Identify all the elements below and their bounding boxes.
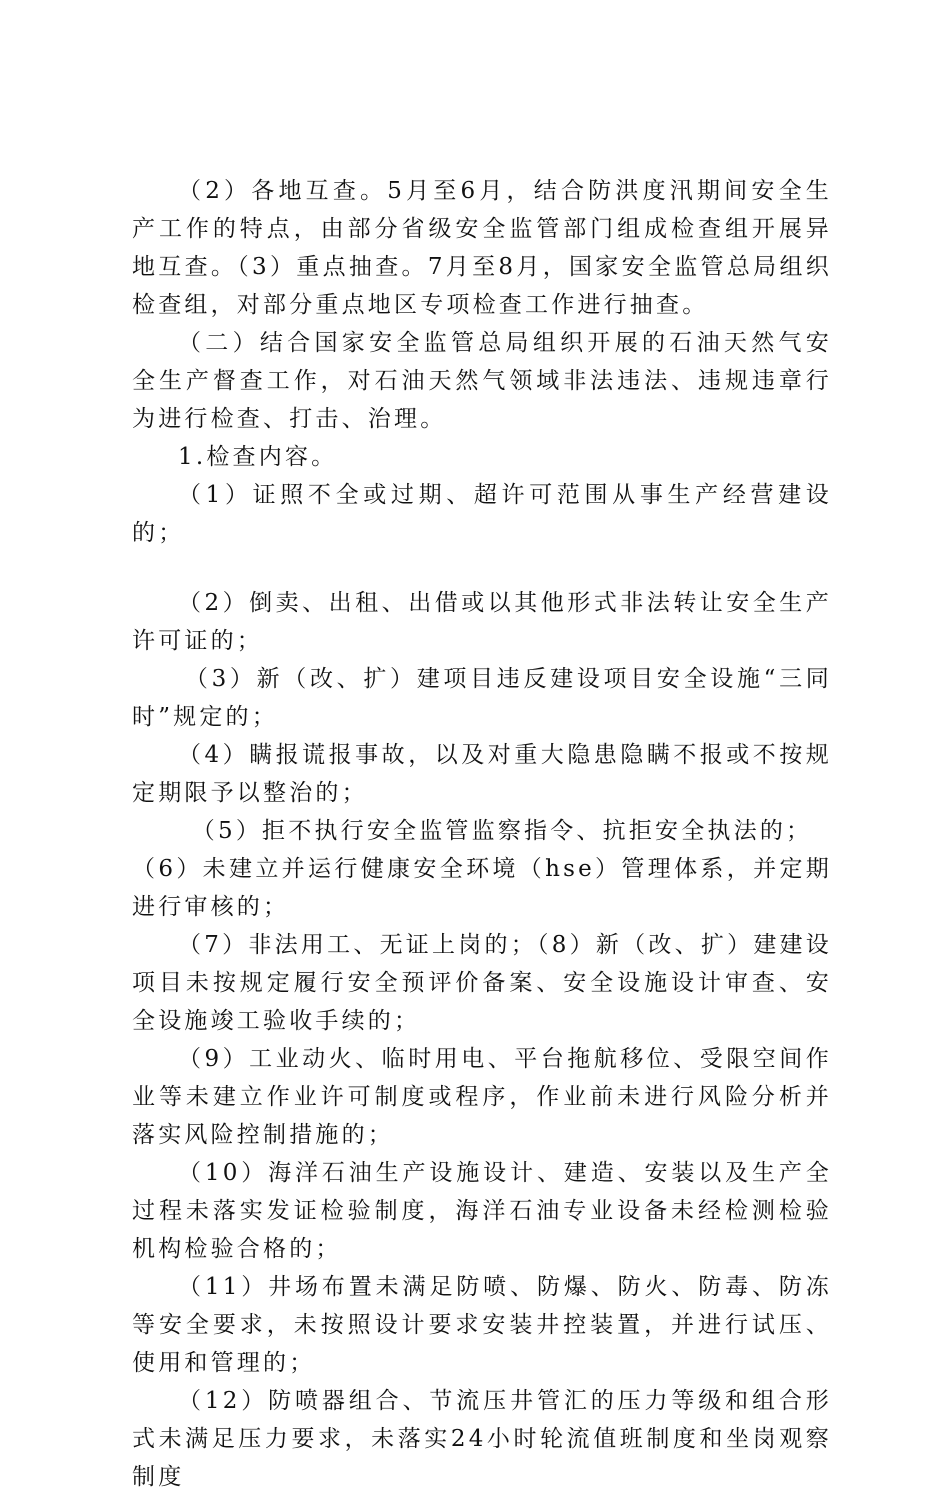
paragraph-item-4: （4）瞒报谎报事故，以及对重大隐患隐瞒不报或不按规定期限予以整治的； <box>132 742 832 806</box>
paragraph-inspection-mutual: （2）各地互查。5月至6月，结合防洪度汛期间安全生产工作的特点，由部分省级安全监管部门组成检查组开展异地互查。（3）重点抽查。7月至8月，国家安全监管总局组织检查组，对部分重点地区专项检查工作进行抽查。 <box>132 178 832 318</box>
paragraph-item-11: （11）井场布置未满足防喷、防爆、防火、防毒、防冻等安全要求，未按照设计要求安装井控装置，并进行试压、使用和管理的； <box>132 1274 832 1376</box>
paragraph-item-6: （6）未建立并运行健康安全环境（hse）管理体系，并定期进行审核的； <box>132 856 832 920</box>
paragraph-item-7-8: （7）非法用工、无证上岗的；（8）新（改、扩）建建设项目未按规定履行安全预评价备案、安全设施设计审查、安全设施竣工验收手续的； <box>132 932 832 1034</box>
paragraph-item-2: （2）倒卖、出租、出借或以其他形式非法转让安全生产许可证的； <box>132 590 832 654</box>
document-body <box>132 172 832 1496</box>
paragraph-item-1: （1）证照不全或过期、超许可范围从事生产经营建设的； <box>132 482 832 546</box>
paragraph-item-9: （9）工业动火、临时用电、平台拖航移位、受限空间作业等未建立作业许可制度或程序，作业前未进行风险分析并落实风险控制措施的； <box>132 1046 832 1148</box>
paragraph-section-two: （二）结合国家安全监管总局组织开展的石油天然气安全生产督查工作，对石油天然气领域非法违法、违规违章行为进行检查、打击、治理。 <box>132 330 832 432</box>
paragraph-item-10: （10）海洋石油生产设施设计、建造、安装以及生产全过程未落实发证检验制度，海洋石油专业设备未经检测检验机构检验合格的； <box>132 1160 832 1262</box>
paragraph-item-5: （5）拒不执行安全监管监察指令、抗拒安全执法的； <box>191 818 813 844</box>
paragraph-item-3: （3）新（改、扩）建项目违反建设项目安全设施“三同时”规定的； <box>132 666 832 730</box>
paragraph-check-content-heading: 1.检查内容。 <box>178 444 338 470</box>
paragraph-item-12: （12）防喷器组合、节流压井管汇的压力等级和组合形式未满足压力要求，未落实24小时轮流值班制度和坐岗观察制度 <box>132 1388 832 1490</box>
